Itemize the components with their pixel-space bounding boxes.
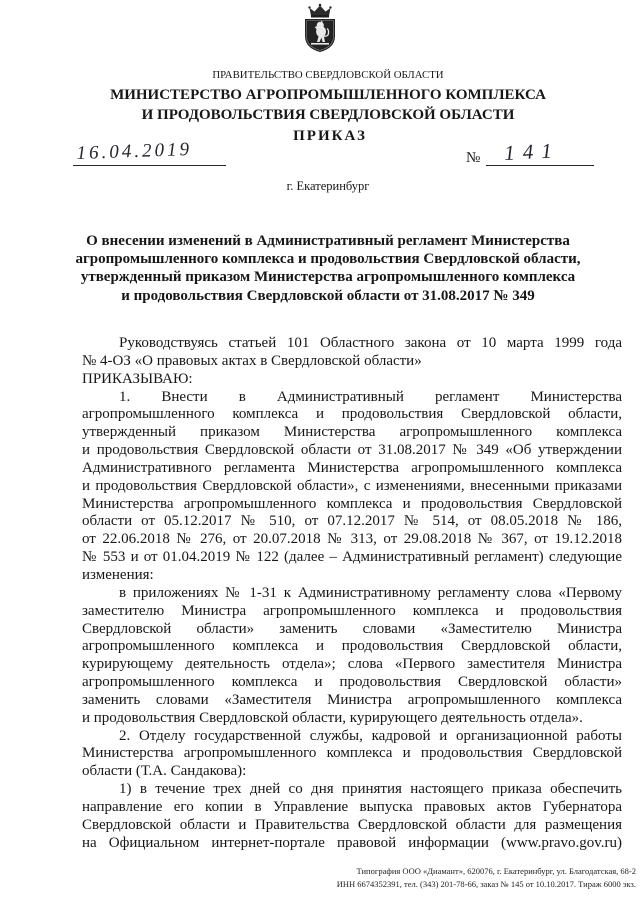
body-line: области (Т.А. Сандакова): bbox=[82, 763, 247, 780]
title-line: агропромышленного комплекса и продовольствия Свердловской области, bbox=[75, 251, 581, 268]
body-line: утвержденный приказом Министерства агропромышленного комплекса bbox=[82, 424, 622, 441]
number-sign: № bbox=[466, 150, 481, 166]
paragraph-item-1 bbox=[82, 389, 622, 585]
printer-imprint bbox=[337, 865, 636, 890]
body-line: агропромышленного комплекса и продовольствия Свердловской области» bbox=[82, 674, 622, 691]
paragraph-item-2 bbox=[82, 728, 622, 782]
government-name: ПРАВИТЕЛЬСТВО СВЕРДЛОВСКОЙ ОБЛАСТИ bbox=[212, 69, 444, 81]
body-line: Министерства агропромышленного комплекса и продовольствия Свердловской bbox=[82, 745, 622, 762]
title-line: утвержденный приказом Министерства агропромышленного комплекса bbox=[80, 269, 576, 286]
body-line: 1) в течение трех дней со дня принятия настоящего приказа обеспечить bbox=[119, 781, 622, 798]
body-line: № 553 и от 01.04.2019 № 122 (далее – Административный регламент) следующие bbox=[82, 549, 622, 566]
paragraph-appendix-changes bbox=[82, 585, 622, 728]
handwritten-date: 16.04.2019 bbox=[76, 138, 193, 165]
handwritten-number: 141 bbox=[503, 138, 561, 166]
body-line: от 22.06.2018 № 276, от 20.07.2018 № 313, от 29.08.2018 № 367, от 19.12.2018 bbox=[82, 531, 622, 548]
imprint-line: ИНН 6674352391, тел. (343) 201-78-66, заказ № 145 от 10.10.2017. Тираж 6000 экз. bbox=[336, 878, 636, 889]
body-line: ПРИКАЗЫВАЮ: bbox=[82, 370, 193, 387]
body-line: области от 05.12.2017 № 510, от 07.12.2017 № 514, от 08.05.2018 № 186, bbox=[82, 513, 622, 530]
title-line: О внесении изменений в Административный регламент Министерства bbox=[86, 233, 570, 249]
body-line: курирующему деятельность отдела»; слова «Первого заместителя Министра bbox=[82, 656, 622, 673]
date-underline bbox=[73, 165, 226, 166]
body-line: 2. Отделу государственной службы, кадровой и организационной работы bbox=[119, 727, 622, 744]
number-underline bbox=[486, 165, 594, 166]
paragraph-subitem-1 bbox=[82, 781, 622, 852]
body-line: и продовольствия Свердловской области от 31.08.2017 № 349 «Об утверждении bbox=[82, 442, 622, 459]
document-body bbox=[82, 335, 622, 852]
body-line: и продовольствия Свердловской области, курирующего деятельность отдела». bbox=[82, 709, 583, 726]
body-line: Руководствуясь статьей 101 Областного закона от 10 марта 1999 года bbox=[119, 335, 622, 351]
ministry-name-line: МИНИСТЕРСТВО АГРОПРОМЫШЛЕННОГО КОМПЛЕКСА bbox=[110, 87, 546, 103]
ministry-name-line: И ПРОДОВОЛЬСТВИЯ СВЕРДЛОВСКОЙ ОБЛАСТИ bbox=[141, 107, 515, 123]
paragraph-order-word bbox=[82, 371, 622, 389]
body-line: на Официальном интернет-портале правовой информации (www.pravo.gov.ru) bbox=[82, 834, 622, 851]
body-line: Свердловской области» заменить словами «Заместителю Министра bbox=[82, 620, 622, 637]
document-title bbox=[28, 232, 628, 305]
body-line: и продовольствия Свердловской области», с изменениями, внесенными приказами bbox=[82, 477, 622, 494]
paragraph-legal-basis bbox=[82, 335, 622, 371]
body-line: Административного регламента Министерства агропромышленного комплекса bbox=[82, 459, 622, 476]
title-line: и продовольствия Свердловской области от 31.08.2017 № 349 bbox=[121, 287, 535, 304]
document-type: ПРИКАЗ bbox=[293, 128, 367, 144]
body-line: Свердловской области и Правительства Свердловской области для размещения bbox=[82, 816, 622, 833]
body-line: изменения: bbox=[82, 566, 154, 583]
body-line: направление его копии в Управление выпуска правовых актов Губернатора bbox=[82, 798, 622, 815]
ministry-name bbox=[40, 85, 616, 125]
body-line: Министерства агропромышленного комплекса и продовольствия Свердловской bbox=[82, 495, 622, 512]
city: г. Екатеринбург bbox=[286, 179, 370, 193]
body-line: заменить словами «Заместителя Министра агропромышленного комплекса bbox=[82, 691, 622, 708]
body-line: агропромышленного комплекса и продовольствия Свердловской области, bbox=[82, 406, 622, 423]
imprint-line: Типография ООО «Диамант», 620076, г. Екатеринбург, ул. Благодатская, 68-2 bbox=[356, 866, 636, 876]
body-line: № 4-ОЗ «О правовых актах в Свердловской области» bbox=[82, 352, 422, 369]
body-line: в приложениях № 1-31 к Административному регламенту слова «Первому bbox=[119, 584, 622, 601]
body-line: 1. Внести в Административный регламент Министерства bbox=[119, 388, 622, 405]
body-line: агропромышленного комплекса и продовольствия Свердловской области, bbox=[82, 638, 622, 655]
body-line: заместителю Министра агропромышленного комплекса и продовольствия bbox=[82, 602, 622, 619]
coat-of-arms-icon bbox=[301, 3, 339, 53]
